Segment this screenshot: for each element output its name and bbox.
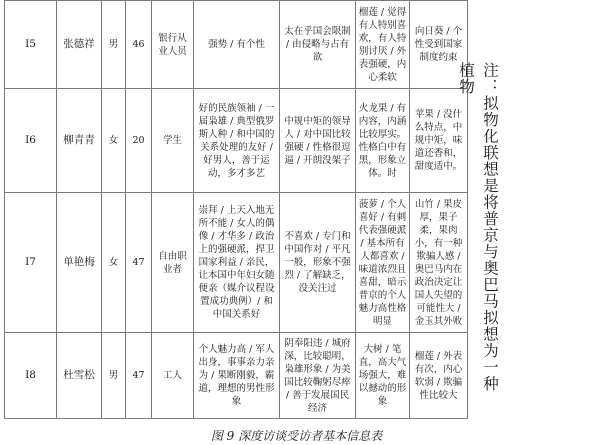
figure-caption: 图 9 深度访谈受访者基本信息表 [210,429,383,443]
plant-metaphor-cell: 榴莲 / 觉得有人特别喜欢，有人特别讨厌 / 外表强硬，内心柔软 [356,1,410,89]
interviewee-id: I8 [5,333,57,419]
interviewee-age: 46 [126,1,152,89]
interviewee-info-table [4,0,468,419]
interviewee-id: I7 [5,193,57,333]
interviewee-occupation: 银行从业人员 [152,1,194,89]
impression-cell: 阴奉阳违 / 城府深，比较聪明，枭雄形象 / 为美国比较鞠躬尽瘁 / 善于发展国民经济 [280,333,356,419]
impression-cell: 不喜欢 / 专门和中国作对 / 平凡一般，形象不强烈 / 了解缺乏，没关注过 [280,193,356,333]
plant-metaphor-cell: 榴莲 / 外表有次，内心软弱 / 欺骗性比较大 [410,333,468,419]
plant-metaphor-cell: 苹果 / 没什么特点，中规中矩，味道还香和，甜度适中。 [410,89,468,193]
interviewee-age: 20 [126,89,152,193]
impression-cell: 个人魅力高 / 军人出身，事事亲力亲为 / 果断刚毅，霸道，理想的男性形象 [194,333,280,419]
interviewee-name: 杜雪松 [57,333,102,419]
interviewee-id: I5 [5,1,57,89]
side-note: 注：拟物化联想是将普京与奥巴马拟想为一种植物 [457,62,499,392]
interviewee-age: 47 [126,193,152,333]
plant-metaphor-cell: 向日葵 / 个性受到国家制度约束 [410,1,468,89]
impression-cell: 太在乎国会限制 / 由侵略与占有欲 [280,1,356,89]
plant-metaphor-cell: 山竹 / 果皮厚，果子柔，果肉小，有一种欺骗人感 / 奥巴马内在政治决定让国人失望的可能性大 / 金玉其外败 [410,193,468,333]
interviewee-name: 单艳梅 [57,193,102,333]
interviewee-occupation: 学生 [152,89,194,193]
interviewee-gender: 女 [102,193,126,333]
interviewee-age: 47 [126,333,152,419]
impression-cell: 强势 / 有个性 [194,1,280,89]
impression-cell: 中规中矩的领导人 / 对中国比较强硬 / 性格很逗逼 / 开朗没架子 [280,89,356,193]
table-row-i8 [5,333,468,419]
impression-cell: 好的民族领袖 / 一届枭雄 / 典型俄罗斯人种 / 和中国的关系处理的友好 / 好男人，善于运动，多才多艺 [194,89,280,193]
plant-metaphor-cell: 大树 / 笔直，高大气场强大，难以撼动的形象 [356,333,410,419]
interviewee-gender: 男 [102,1,126,89]
interviewee-gender: 男 [102,333,126,419]
impression-cell: 崇拜 / 上天入地无所不能 / 女人的偶像 / 才华多 / 政治上的强硬派，捍卫国家利益 / 亲民，让本国中年妇女随便亲（媒介议程设置成功典例）/ 和中国关系好 [194,193,280,333]
interviewee-gender: 女 [102,89,126,193]
table-row-i6 [5,89,468,193]
interviewee-id: I6 [5,89,57,193]
interviewee-occupation: 自由职业者 [152,193,194,333]
table-row-i5 [5,1,468,89]
table-row-i7 [5,193,468,333]
plant-metaphor-cell: 火龙果 / 有内容，内涵比较厚实。性格白中有黑，形象立体。时 [356,89,410,193]
interviewee-occupation: 工人 [152,333,194,419]
interviewee-name: 张德祥 [57,1,102,89]
interviewee-name: 柳青青 [57,89,102,193]
plant-metaphor-cell: 菠萝 / 个人喜好 / 有刺代表强硬派 / 基本所有人都喜欢 / 味道浓烈且喜甜，暗示普京的个人魅力高性格明显 [356,193,410,333]
